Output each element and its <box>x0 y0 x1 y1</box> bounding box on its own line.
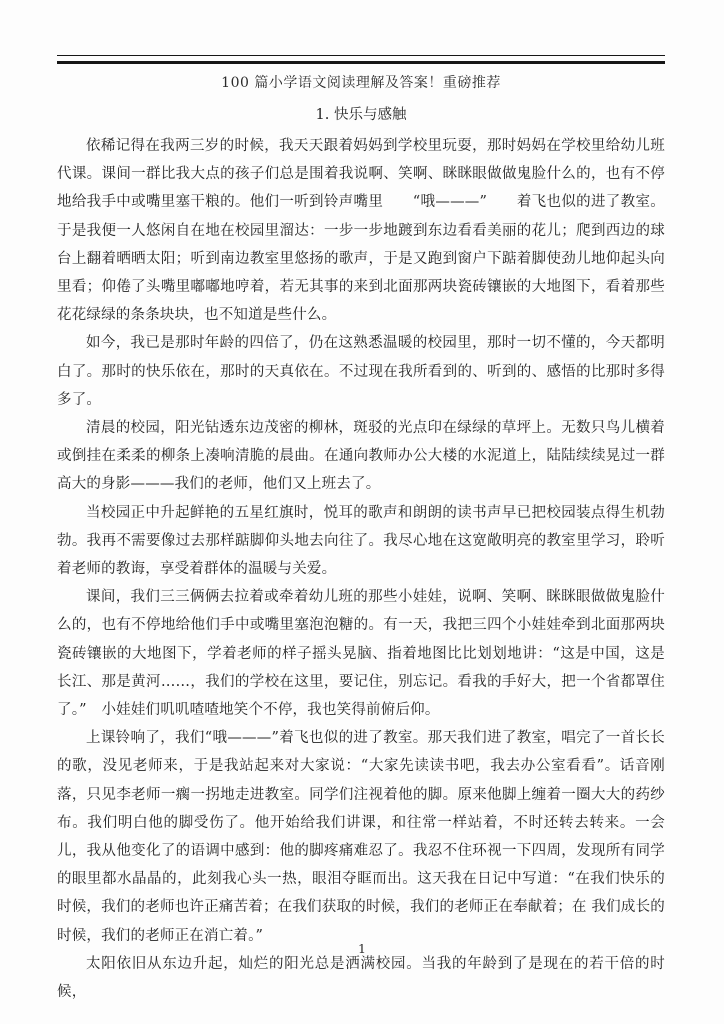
paragraph-now-four-times: 如今，我已是那时年龄的四倍了，仍在这熟悉温暖的校园里，那时一切不懂的，今天都明白了。那时的快乐依在，那时的天真依在。不过现在我所看到的、听到的、感悟的比那时多得多了。 <box>57 335 665 408</box>
section-heading: 1. 快乐与感触 <box>315 107 407 123</box>
paragraph-flag-raising: 当校园正中升起鲜艳的五星红旗时，悦耳的歌声和朗朗的读书声早已把校园装点得生机勃勃。我再不需要像过去那样踮脚仰头地去向往了。我尽心地在这宽敞明亮的教室里学习，聆听着老师的教诲，享受着群体的温暖与关爱。 <box>57 504 665 578</box>
paragraph-sun-rises: 太阳依旧从东边升起，灿烂的阳光总是洒满校园。当我的年龄到了是现在的若干倍的时候， <box>57 955 665 1001</box>
page-content <box>0 55 724 1006</box>
paragraph-recess-kids: 课间，我们三三俩俩去拉着或牵着幼儿班的那些小娃娃，说啊、笑啊、眯眯眼做做鬼脸什么的，也有不停地给他们手中或嘴里塞泡泡糖的。有一天，我把三四个小娃娃牵到北面那两块瓷砖镶嵌的大地图下，学着老师的样子摇头晃脑、指着地图比比划划地讲：“这是中国，这是长江、那是黄河……，我们的学校在这里，要记住，别忘记。看我的手好大，把一个省都罩住了。” 小娃娃们叽叽喳喳地笑个不停，我也笑得前俯后仰。 <box>57 589 665 719</box>
paragraph-teacher-injured: 上课铃响了，我们“哦———”着飞也似的进了教室。那天我们进了教室，唱完了一首长长的歌，没见老师来，于是我站起来对大家说：“大家先读读书吧，我去办公室看看”。话音刚落，只见李老师一瘸一拐地走进教室。同学们注视着他的脚。原来他脚上缠着一圈大大的药纱布。我们明白他的脚受伤了。他开始给我们讲课，和往常一样站着，不时还转去转来。一会儿，我从他变化了的语调中感到：他的脚疼痛难忍了。我忍不住环视一下四周，发现所有同学的眼里都水晶晶的，此刻我心头一热，眼泪夺眶而出。这天我在日记中写道：“在我们快乐的时候，我们的老师也许正痛苦着；在我们获取的时候，我们的老师正在奉献着；在 我们成长的时候，我们的老师正在消亡着。” <box>57 730 665 944</box>
header-divider-rule <box>57 55 665 64</box>
article-body <box>57 132 665 1006</box>
paragraph-memory-intro: 依稀记得在我两三岁的时候，我天天跟着妈妈到学校里玩耍，那时妈妈在学校里给幼儿班代课。课间一群比我大点的孩子们总是围着我说啊、笑啊、眯眯眼做做鬼脸什么的，也有不停地给我手中或嘴里塞干粮的。他们一听到铃声嘴里 “哦———” 着飞也似的进了教室。于是我便一人悠闲自在地在校园里溜达：一步一步地踱到东边看看美丽的花儿；爬到西边的球台上翻着晒晒太阳；听到南边教室里悠扬的歌声，于是又跑到窗户下踮着脚使劲儿地仰起头向里看；仰倦了头嘴里嘟嘟地哼着，若无其事的来到北面那两块瓷砖镶嵌的大地图下，看着那些花花绿绿的条条块块，也不知道是些什么。 <box>57 138 665 324</box>
page-number: 1 <box>358 941 366 956</box>
paragraph-morning-campus: 清晨的校园，阳光钻透东边茂密的柳林，斑驳的光点印在绿绿的草坪上。无数只鸟儿横着或倒挂在柔柔的柳条上凑响清脆的晨曲。在通向教师办公大楼的水泥道上，陆陆续续晃过一群高大的身影———我们的老师，他们又上班去了。 <box>57 420 665 493</box>
document-title: 100 篇小学语文阅读理解及答案！重磅推荐 <box>221 75 501 91</box>
